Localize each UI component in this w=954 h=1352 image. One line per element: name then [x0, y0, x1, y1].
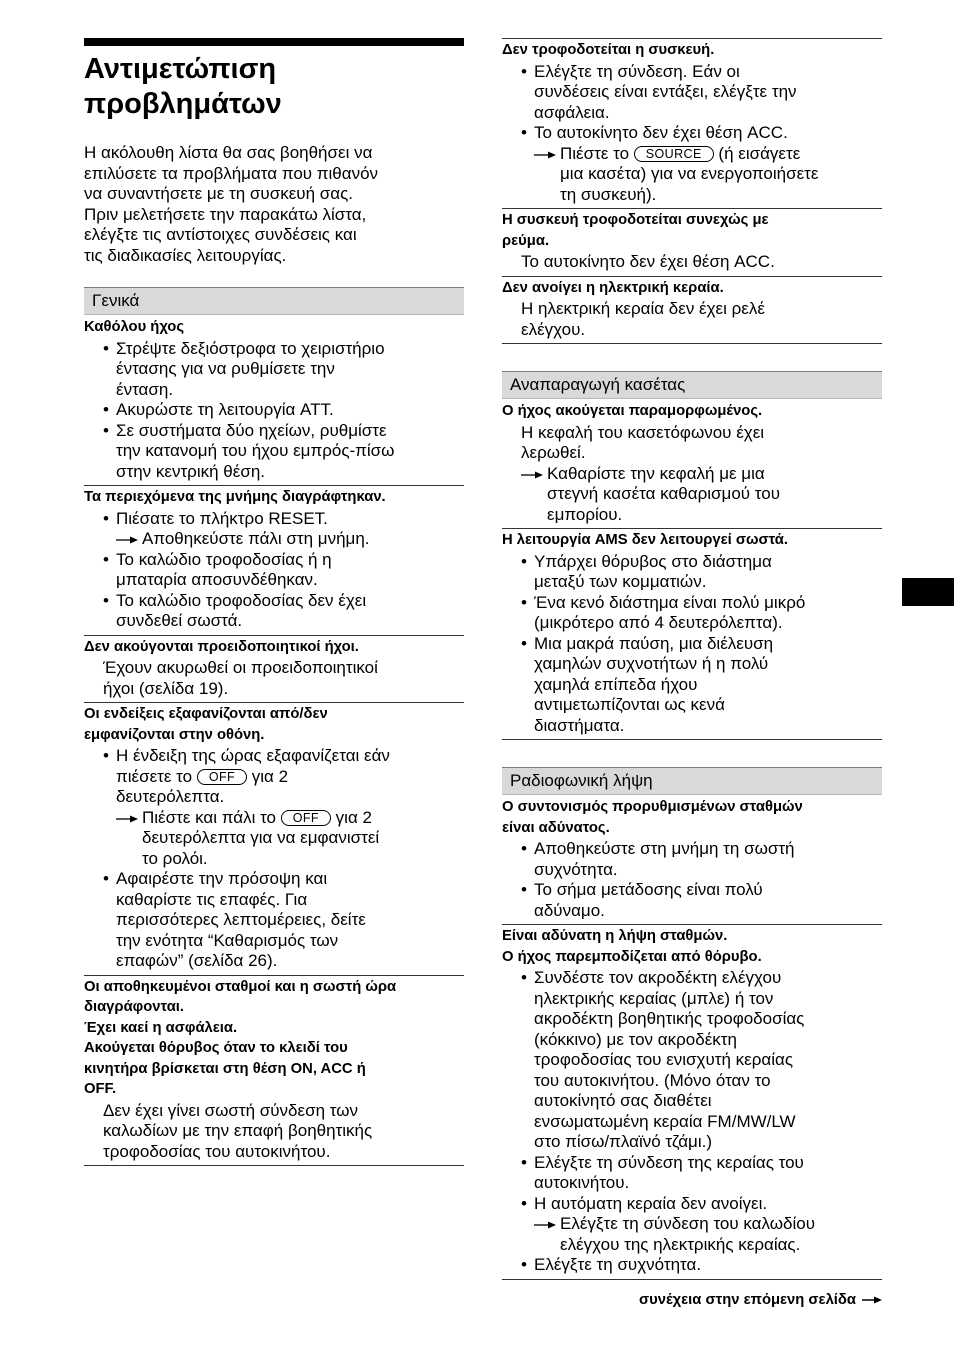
problem-title: Δεν τροφοδοτείται η συσκευή.	[502, 42, 715, 58]
problem-title: Η συσκευή τροφοδοτείται συνεχώς με ρεύμα.	[502, 212, 769, 249]
bullet-marker	[521, 880, 527, 901]
section-heading-radio: Ραδιοφωνική λήψη	[502, 767, 882, 795]
bullet-marker	[103, 339, 109, 360]
section-heading-cassette: Αναπαραγωγή κασέτας	[502, 371, 882, 399]
page-title: Αντιμετώπιση προβλημάτων	[84, 53, 282, 120]
arrow-right-icon	[116, 535, 138, 545]
problem-constant-power	[502, 208, 882, 276]
problem-ams	[502, 528, 882, 739]
continued-footer	[639, 1290, 882, 1310]
solution-text: Δεν έχει γίνει σωστή σύνδεση των καλωδίων με την επαφή βοηθητικής τροφοδοσίας του αυτοκινήτου.	[103, 1100, 373, 1161]
solution-bullet: • Ένα κενό διάστημα είναι πολύ μικρό (μικρότερο από 4 δευτερόλεπτα).	[502, 593, 882, 634]
bullet-marker	[103, 869, 109, 890]
arrow-right-icon	[521, 470, 543, 480]
solution-bullet: • Μια μακρά παύση, μια διέλευση χαμηλών συχνοτήτων ή η πολύ χαμηλά επίπεδα ήχου αντιμετωπίζονται ως κενά διαστήματα.	[502, 634, 882, 737]
source-key-label: SOURCE	[634, 146, 714, 162]
problem-antenna-not-extending	[502, 276, 882, 344]
problem-no-beep	[84, 635, 464, 703]
problem-no-sound	[84, 315, 464, 485]
solution-bullet: • Ελέγξτε τη συχνότητα.	[502, 1255, 882, 1276]
problem-title: Οι αποθηκευμένοι σταθμοί και η σωστή ώρα διαγράφονται. Έχει καεί η ασφάλεια. Ακούγεται θόρυβος όταν το κλειδί του κινητήρα βρίσκεται στη θέση ON, ACC ή OFF.	[84, 978, 397, 1097]
bullet-marker	[103, 591, 109, 612]
solution-step: Πιέστε το SOURCE (ή εισάγετε μια κασέτα) για να ενεργοποιήσετε τη συσκευή).	[502, 144, 882, 206]
solution-bullet: • Η ένδειξη της ώρας εξαφανίζεται εάν πιέσετε το OFF για 2 δευτερόλεπτα.	[84, 746, 464, 808]
solution-bullet: • Το σήμα μετάδοσης είναι πολύ αδύναμο.	[502, 880, 882, 921]
solution-step: Πιέστε και πάλι το OFF για 2 δευτερόλεπτα για να εμφανιστεί το ρολόι.	[84, 808, 464, 870]
problem-group	[84, 315, 464, 1166]
bullet-marker	[521, 634, 527, 655]
solution-step: Ελέγξτε τη σύνδεση του καλωδίου ελέγχου της ηλεκτρικής κεραίας.	[502, 1214, 882, 1255]
bullet-marker	[521, 552, 527, 573]
arrow-right-icon	[862, 1295, 882, 1305]
section-heading-general: Γενικά	[84, 287, 464, 315]
solution-bullet: • Το καλώδιο τροφοδοσίας ή η μπαταρία αποσυνδέθηκαν.	[84, 550, 464, 591]
solution-bullet: • Αφαιρέστε την πρόσοψη και καθαρίστε τις επαφές. Για περισσότερες λεπτομέρειες, δείτε την ενότητα “Καθαρισμός των επαφών” (σελίδα 26).	[84, 869, 464, 972]
bullet-marker	[521, 839, 527, 860]
bullet-marker	[103, 746, 109, 767]
arrow-right-icon	[116, 814, 138, 824]
solution-bullet: • Το αυτοκίνητο δεν έχει θέση ACC.	[502, 123, 882, 144]
bullet-marker	[521, 1194, 527, 1215]
solution-text: Έχουν ακυρωθεί οι προειδοποιητικοί ήχοι (σελίδα 19).	[103, 658, 378, 698]
solution-text: Η κεφαλή του κασετόφωνου έχει λερωθεί.	[521, 422, 765, 462]
problem-group	[502, 795, 882, 1280]
solution-step: Καθαρίστε την κεφαλή με μια στεγνή κασέτα καθαρισμού του εμπορίου.	[502, 464, 882, 526]
problem-title: Ο ήχος ακούγεται παραμορφωμένος.	[502, 403, 763, 419]
footer-text: συνέχεια στην επόμενη σελίδα	[638, 1292, 856, 1308]
problem-preset-tuning	[502, 795, 882, 924]
off-key-label: OFF	[197, 769, 247, 785]
bullet-marker	[103, 509, 109, 530]
solution-bullet: • Ελέγξτε τη σύνδεση. Εάν οι συνδέσεις είναι εντάξει, ελέγξτε την ασφάλεια.	[502, 62, 882, 124]
solution-bullet: • Πιέσατε το πλήκτρο RESET.	[84, 509, 464, 530]
solution-bullet: • Η αυτόματη κεραία δεν ανοίγει.	[502, 1194, 882, 1215]
solution-text: Το αυτοκίνητο δεν έχει θέση ACC.	[521, 252, 775, 271]
solution-bullet: • Ακυρώστε τη λειτουργία ATT.	[84, 400, 464, 421]
title-rule	[84, 38, 464, 46]
off-key-label: OFF	[281, 810, 331, 826]
solution-bullet: • Ελέγξτε τη σύνδεση της κεραίας του αυτοκινήτου.	[502, 1153, 882, 1194]
bullet-marker	[103, 421, 109, 442]
bullet-marker	[521, 62, 527, 83]
problem-title: Δεν ακούγονται προειδοποιητικοί ήχοι.	[84, 638, 359, 655]
problem-group	[502, 38, 882, 344]
solution-bullet: • Αποθηκεύστε στη μνήμη τη σωστή συχνότητα.	[502, 839, 882, 880]
solution-bullet: • Στρέψτε δεξιόστροφα το χειριστήριο έντασης για να ρυθμίσετε την ένταση.	[84, 339, 464, 401]
solution-text: Η ηλεκτρική κεραία δεν έχει ρελέ ελέγχου.	[521, 299, 765, 339]
problem-title: Δεν ανοίγει η ηλεκτρική κεραία.	[502, 279, 724, 296]
problem-title: Είναι αδύνατη η λήψη σταθμών. Ο ήχος παρεμποδίζεται από θόρυβο.	[502, 928, 762, 965]
problem-no-power	[502, 38, 882, 208]
problem-title: Ο συντονισμός προρυθμισμένων σταθμών είναι αδύνατος.	[502, 799, 803, 836]
solution-step: Αποθηκεύστε πάλι στη μνήμη.	[84, 529, 464, 550]
problem-title: Η λειτουργία AMS δεν λειτουργεί σωστά.	[502, 532, 789, 548]
solution-bullet: • Το καλώδιο τροφοδοσίας δεν έχει συνδεθεί σωστά.	[84, 591, 464, 632]
left-column	[84, 287, 464, 1166]
problem-title: Καθόλου ήχος	[84, 319, 185, 335]
problem-stations-erased	[84, 975, 464, 1166]
bullet-marker	[103, 400, 109, 421]
bullet-marker	[521, 1153, 527, 1174]
problem-title: Οι ενδείξεις εξαφανίζονται από/δεν εμφανίζονται στην οθόνη.	[84, 706, 328, 743]
solution-bullet: • Υπάρχει θόρυβος στο διάστημα μεταξύ των κομματιών.	[502, 552, 882, 593]
bullet-marker	[521, 968, 527, 989]
arrow-right-icon	[534, 150, 556, 160]
bullet-marker	[521, 123, 527, 144]
arrow-right-icon	[534, 1220, 556, 1230]
problem-memory-erased	[84, 485, 464, 635]
intro-paragraph: Η ακόλουθη λίστα θα σας βοηθήσει να επιλύσετε τα προβλήματα που πιθανόν να συναντήσετε με τη συσκευή σας. Πριν μελετήσετε την παρακάτω λίστα, ελέγξτε τις αντίστοιχες συνδέσεις και τις διαδικασίες λειτουργίας.	[84, 143, 379, 265]
problem-cannot-receive	[502, 924, 882, 1279]
chapter-tab-marker	[902, 578, 954, 606]
solution-bullet: • Συνδέστε τον ακροδέκτη ελέγχου ηλεκτρικής κεραίας (μπλε) ή τον ακροδέκτη βοηθητικής τροφοδοσίας (κόκκινο) με τον ακροδέκτη τροφοδοσίας του ενισχυτή κεραίας του αυτοκινήτου. (Μόνο όταν το αυτοκίνητό σας διαθέτει ενσωματωμένη κεραία FM/MW/LW στο πίσω/πλαϊνό τζάμι.)	[502, 968, 882, 1153]
problem-sound-distorted	[502, 399, 882, 528]
bullet-marker	[521, 1255, 527, 1276]
bullet-marker	[521, 593, 527, 614]
bullet-marker	[103, 550, 109, 571]
problem-display-disappears	[84, 702, 464, 975]
problem-group	[502, 399, 882, 740]
problem-title: Τα περιεχόμενα της μνήμης διαγράφτηκαν.	[84, 489, 386, 505]
solution-bullet: • Σε συστήματα δύο ηχείων, ρυθμίστε την κατανομή του ήχου εμπρός-πίσω στην κεντρική θέση.	[84, 421, 464, 483]
right-column	[502, 38, 882, 1280]
